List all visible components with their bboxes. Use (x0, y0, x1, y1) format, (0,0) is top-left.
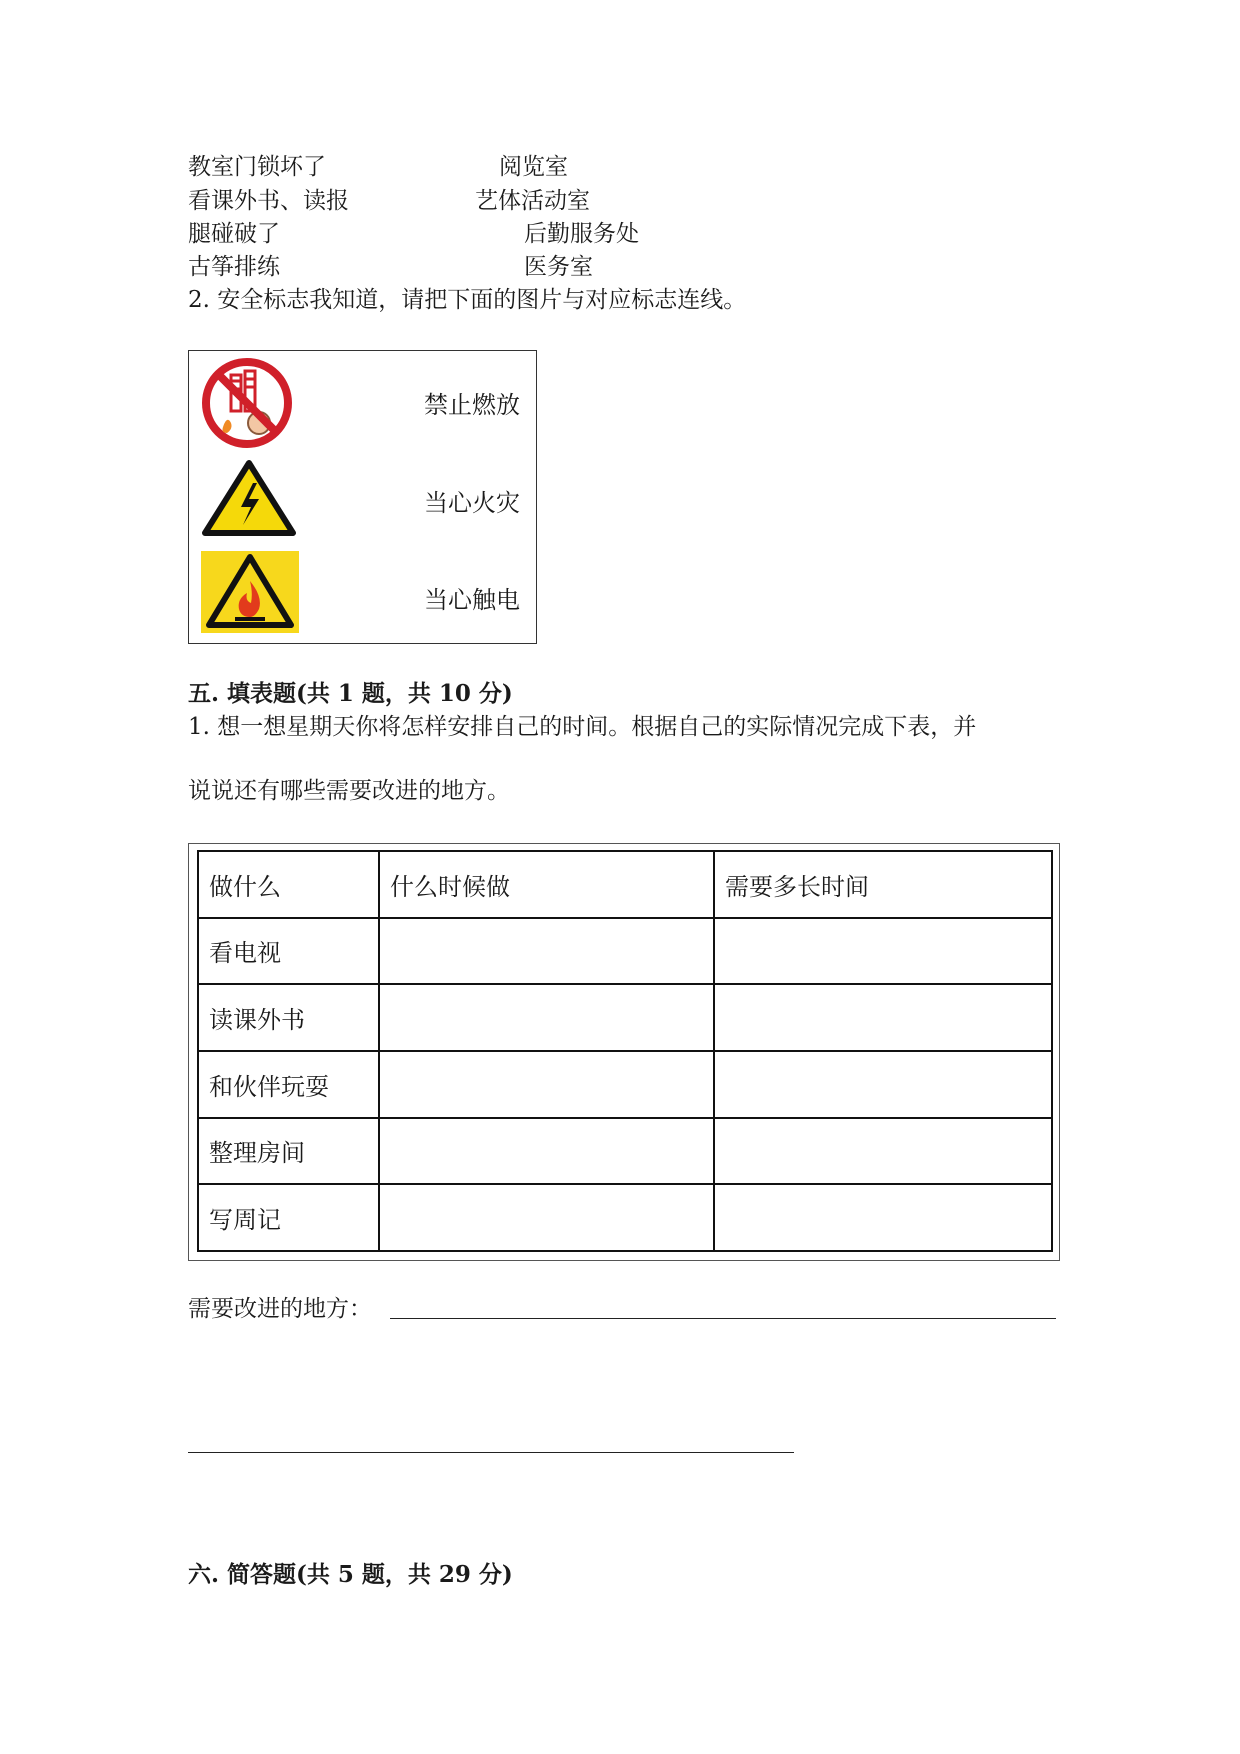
safety-signs-box (188, 350, 537, 644)
header-duration: 需要多长时间 (714, 851, 1052, 918)
duration-cell[interactable] (714, 918, 1052, 985)
when-cell[interactable] (379, 984, 714, 1051)
row-activity: 写周记 (198, 1184, 379, 1251)
table-row (198, 1184, 1052, 1251)
header-when: 什么时候做 (379, 851, 714, 918)
match-left-2: 看课外书、读报 (188, 188, 349, 214)
match-left-3: 腿碰破了 (188, 221, 280, 247)
fire-warning-icon (201, 551, 299, 633)
electric-shock-warning-icon (201, 459, 297, 539)
improve-label: 需要改进的地方： (188, 1296, 372, 1322)
duration-cell[interactable] (714, 1184, 1052, 1251)
schedule-table (197, 850, 1053, 1252)
sign-label-1: 禁止燃放 (424, 391, 520, 419)
table-row (198, 1051, 1052, 1118)
when-cell[interactable] (379, 1051, 714, 1118)
schedule-table-frame (188, 843, 1060, 1261)
improve-answer-line[interactable] (390, 1318, 1056, 1319)
sign-label-3: 当心触电 (424, 586, 520, 614)
row-activity: 整理房间 (198, 1118, 379, 1185)
when-cell[interactable] (379, 918, 714, 985)
match-left-1: 教室门锁坏了 (188, 154, 326, 180)
when-cell[interactable] (379, 1184, 714, 1251)
match-right-3: 后勤服务处 (524, 221, 639, 247)
section-5-q1-line1: 1. 想一想星期天你将怎样安排自己的时间。根据自己的实际情况完成下表，并 (188, 714, 977, 740)
improve-answer-line-2[interactable] (188, 1452, 794, 1453)
table-row (198, 918, 1052, 985)
header-what: 做什么 (198, 851, 379, 918)
sign-label-2: 当心火灾 (424, 489, 520, 517)
when-cell[interactable] (379, 1118, 714, 1185)
table-row (198, 1118, 1052, 1185)
no-fireworks-icon (201, 357, 293, 449)
table-header-row (198, 851, 1052, 918)
match-right-1: 阅览室 (499, 154, 568, 180)
match-right-2: 艺体活动室 (475, 188, 590, 214)
table-row (198, 984, 1052, 1051)
duration-cell[interactable] (714, 1051, 1052, 1118)
match-right-4: 医务室 (524, 254, 593, 280)
section-5-title: 五. 填表题(共 1 题，共 10 分) (188, 680, 513, 707)
row-activity: 看电视 (198, 918, 379, 985)
section-6-title: 六. 简答题(共 5 题，共 29 分) (188, 1561, 513, 1588)
section-5-q1-line2: 说说还有哪些需要改进的地方。 (188, 778, 510, 804)
row-activity: 和伙伴玩耍 (198, 1051, 379, 1118)
row-activity: 读课外书 (198, 984, 379, 1051)
duration-cell[interactable] (714, 1118, 1052, 1185)
question-2-text: 2. 安全标志我知道，请把下面的图片与对应标志连线。 (188, 287, 747, 313)
duration-cell[interactable] (714, 984, 1052, 1051)
match-left-4: 古筝排练 (188, 254, 280, 280)
